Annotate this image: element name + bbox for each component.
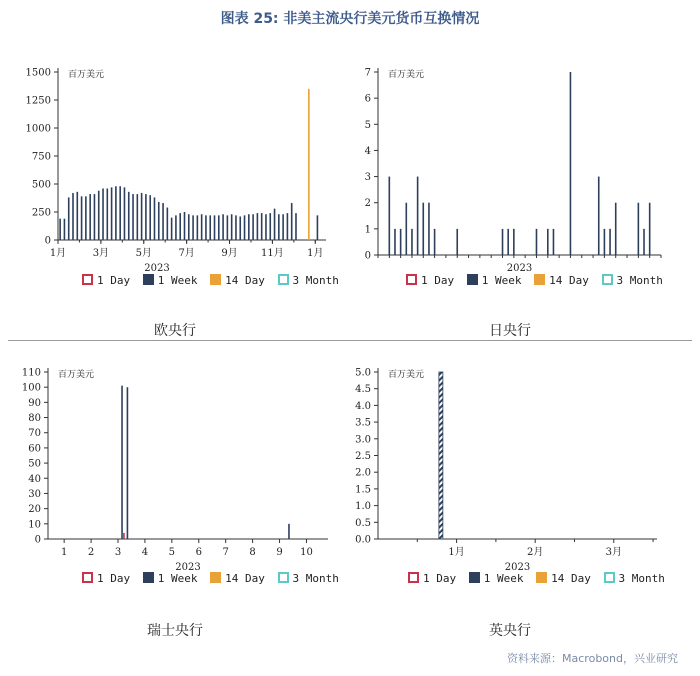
y-tick-label: 1500 (25, 67, 51, 79)
bar (248, 214, 250, 240)
bar (428, 203, 430, 255)
boe-caption: 英央行 (489, 623, 531, 639)
unit-label: 百万美元 (388, 370, 425, 380)
bar (439, 372, 443, 539)
bar (422, 203, 424, 255)
bar (192, 215, 194, 240)
legend-item-14-day: 14 Day (210, 274, 265, 287)
x-axis-title: 2023 (144, 263, 170, 274)
y-tick-label: 60 (28, 443, 41, 455)
bar (59, 219, 61, 240)
divider (8, 340, 692, 341)
x-tick-label: 4 (141, 547, 149, 558)
snb-chart (0, 360, 340, 575)
x-tick-label: 2 (87, 547, 95, 558)
x-tick-label: 1月 (307, 248, 324, 259)
bar (141, 193, 143, 240)
boj-chart-panel (345, 60, 685, 275)
x-axis-title: 2023 (506, 263, 533, 274)
y-tick-label: 90 (28, 397, 41, 409)
y-tick-label: 10 (28, 519, 41, 531)
bar (227, 215, 229, 240)
bar (456, 229, 458, 255)
bar (609, 229, 611, 255)
bar (417, 177, 419, 255)
bar (201, 214, 203, 240)
y-tick-label: 0 (364, 250, 371, 262)
bar (209, 215, 211, 240)
y-tick-label: 1.0 (355, 501, 371, 513)
y-tick-label: 5 (364, 119, 371, 131)
legend-item-3-month: 3 Month (604, 572, 665, 585)
legend-item-3-month: 3 Month (278, 572, 339, 585)
x-tick-label: 5月 (135, 248, 152, 259)
bar (291, 203, 293, 240)
boe-legend (408, 572, 671, 585)
y-tick-label: 500 (31, 179, 51, 191)
bar (68, 197, 70, 240)
y-tick-label: 2 (364, 198, 371, 210)
y-tick-label: 80 (28, 413, 41, 425)
y-tick-label: 70 (28, 428, 41, 440)
bar (121, 386, 123, 539)
x-tick-label: 5 (168, 547, 176, 558)
y-tick-label: 1.5 (355, 484, 371, 496)
bar (111, 187, 113, 240)
legend-item-14-day: 14 Day (210, 572, 265, 585)
y-tick-label: 1250 (25, 95, 51, 107)
bar (175, 215, 177, 240)
bar (598, 177, 600, 255)
bar (102, 188, 104, 240)
bar (394, 229, 396, 255)
bar (158, 202, 160, 240)
bar (197, 215, 199, 240)
snb-legend (82, 572, 345, 585)
bar (162, 203, 164, 240)
bar (179, 213, 181, 240)
bar (400, 229, 402, 255)
bar (274, 209, 276, 240)
legend-item-3-month: 3 Month (602, 274, 663, 287)
bar (94, 194, 96, 240)
x-tick-label: 3月 (605, 547, 622, 558)
y-tick-label: 50 (28, 458, 41, 470)
bar (171, 218, 173, 240)
bar (252, 214, 254, 240)
bar (269, 213, 271, 240)
bar (64, 219, 66, 240)
bar (115, 186, 117, 240)
boj-caption: 日央行 (489, 323, 531, 339)
x-tick-label: 8 (249, 547, 256, 558)
x-tick-label: 9 (276, 547, 283, 558)
bar (231, 214, 233, 240)
bar (547, 229, 549, 255)
y-tick-label: 20 (28, 504, 41, 516)
y-tick-label: 30 (28, 488, 41, 500)
bar (643, 229, 645, 255)
bar (553, 229, 555, 255)
y-tick-label: 250 (31, 207, 51, 219)
y-tick-label: 3.0 (355, 434, 371, 446)
bar (513, 229, 515, 255)
unit-label: 百万美元 (388, 70, 425, 80)
bar (282, 214, 284, 240)
bar (137, 194, 139, 240)
snb-caption: 瑞士央行 (147, 623, 203, 639)
bar (127, 387, 129, 539)
bar (604, 229, 606, 255)
y-tick-label: 6 (364, 93, 371, 105)
bar (507, 229, 509, 255)
bar (154, 197, 156, 240)
legend-item-14-day: 14 Day (534, 274, 589, 287)
ecb-chart (0, 60, 340, 275)
y-tick-label: 0.5 (355, 517, 371, 529)
y-tick-label: 750 (31, 151, 51, 163)
bar (214, 215, 216, 240)
y-tick-label: 1 (364, 224, 371, 236)
x-tick-label: 3月 (92, 248, 110, 259)
y-tick-label: 2.0 (355, 467, 371, 479)
bar (167, 208, 169, 240)
bar (317, 215, 319, 240)
boe-chart (345, 360, 685, 575)
bar (235, 215, 237, 240)
x-tick-label: 10 (300, 547, 313, 558)
x-tick-label: 3 (114, 547, 122, 558)
bar (107, 188, 109, 240)
bar (389, 177, 391, 255)
bar (257, 213, 259, 240)
bar (119, 186, 121, 240)
x-tick-label: 1 (60, 547, 68, 558)
legend-item-1-week: 1 Week (467, 274, 522, 287)
bar (222, 214, 224, 240)
y-tick-label: 3 (364, 172, 371, 184)
bar (295, 213, 297, 240)
bar (205, 215, 207, 240)
bar (72, 193, 74, 240)
bar (81, 196, 83, 240)
bar (536, 229, 538, 255)
bar (98, 191, 100, 240)
x-tick-label: 6 (195, 547, 202, 558)
legend-item-14-day: 14 Day (536, 572, 591, 585)
y-tick-label: 1000 (25, 123, 51, 135)
bar (124, 187, 126, 240)
x-tick-label: 7月 (178, 248, 195, 259)
figure-title: 图表 25: 非美主流央行美元货币互换情况 (220, 11, 480, 27)
legend-item-1-day: 1 Day (82, 572, 130, 585)
bar (188, 214, 190, 240)
snb-chart-panel (0, 360, 340, 575)
x-tick-label: 7 (222, 547, 229, 558)
legend-item-1-day: 1 Day (406, 274, 454, 287)
y-tick-label: 100 (21, 382, 41, 394)
bar (638, 203, 640, 255)
ecb-legend (82, 274, 345, 287)
bar (244, 215, 246, 240)
bar (149, 195, 151, 240)
y-tick-label: 4.5 (355, 384, 371, 396)
x-axis-title: 2023 (504, 562, 531, 573)
y-tick-label: 2.5 (355, 451, 371, 462)
bar (502, 229, 504, 255)
bar (406, 203, 408, 255)
legend-item-1-week: 1 Week (143, 274, 198, 287)
bar (615, 203, 617, 255)
legend-item-1-week: 1 Week (469, 572, 524, 585)
bar (218, 215, 220, 240)
ecb-chart-panel (0, 60, 340, 275)
legend-item-3-month: 3 Month (278, 274, 339, 287)
y-tick-label: 3.5 (355, 417, 371, 429)
legend-item-1-week: 1 Week (143, 572, 198, 585)
bar (570, 72, 572, 255)
bar (132, 194, 134, 240)
y-tick-label: 110 (21, 367, 41, 379)
bar (261, 213, 263, 240)
y-tick-label: 4 (364, 145, 371, 157)
x-tick-label: 11月 (261, 248, 284, 259)
bar (265, 214, 267, 240)
boj-legend (406, 274, 669, 287)
x-tick-label: 1月 (49, 248, 67, 259)
bar (411, 229, 413, 255)
x-axis-title: 2023 (175, 562, 201, 573)
x-tick-label: 9月 (221, 248, 238, 259)
y-tick-label: 0 (34, 534, 41, 546)
bar (123, 533, 125, 539)
y-tick-label: 5.0 (355, 367, 371, 379)
bar (85, 196, 87, 240)
bar (76, 192, 78, 240)
unit-label: 百万美元 (68, 70, 105, 80)
y-tick-label: 0.0 (355, 534, 371, 546)
bar (145, 194, 147, 240)
ecb-caption: 欧央行 (154, 323, 196, 339)
x-tick-label: 1月 (448, 547, 465, 558)
y-tick-label: 40 (28, 473, 41, 485)
y-tick-label: 4.0 (355, 400, 371, 412)
source-note: 资料来源：Macrobond，兴业研究 (507, 652, 678, 665)
bar (239, 216, 241, 240)
bar (308, 89, 310, 240)
y-tick-label: 7 (364, 67, 371, 79)
x-tick-label: 2月 (526, 547, 544, 558)
bar (288, 524, 290, 539)
unit-label: 百万美元 (58, 370, 95, 380)
bar (287, 213, 289, 240)
y-tick-label: 0 (44, 235, 51, 247)
bar (434, 229, 436, 255)
bar (128, 192, 130, 240)
boe-chart-panel (345, 360, 685, 575)
bar (184, 212, 186, 240)
boj-chart (345, 60, 685, 275)
bar (89, 194, 91, 240)
bar (649, 203, 651, 255)
legend-item-1-day: 1 Day (408, 572, 456, 585)
bar (278, 214, 280, 240)
legend-item-1-day: 1 Day (82, 274, 130, 287)
